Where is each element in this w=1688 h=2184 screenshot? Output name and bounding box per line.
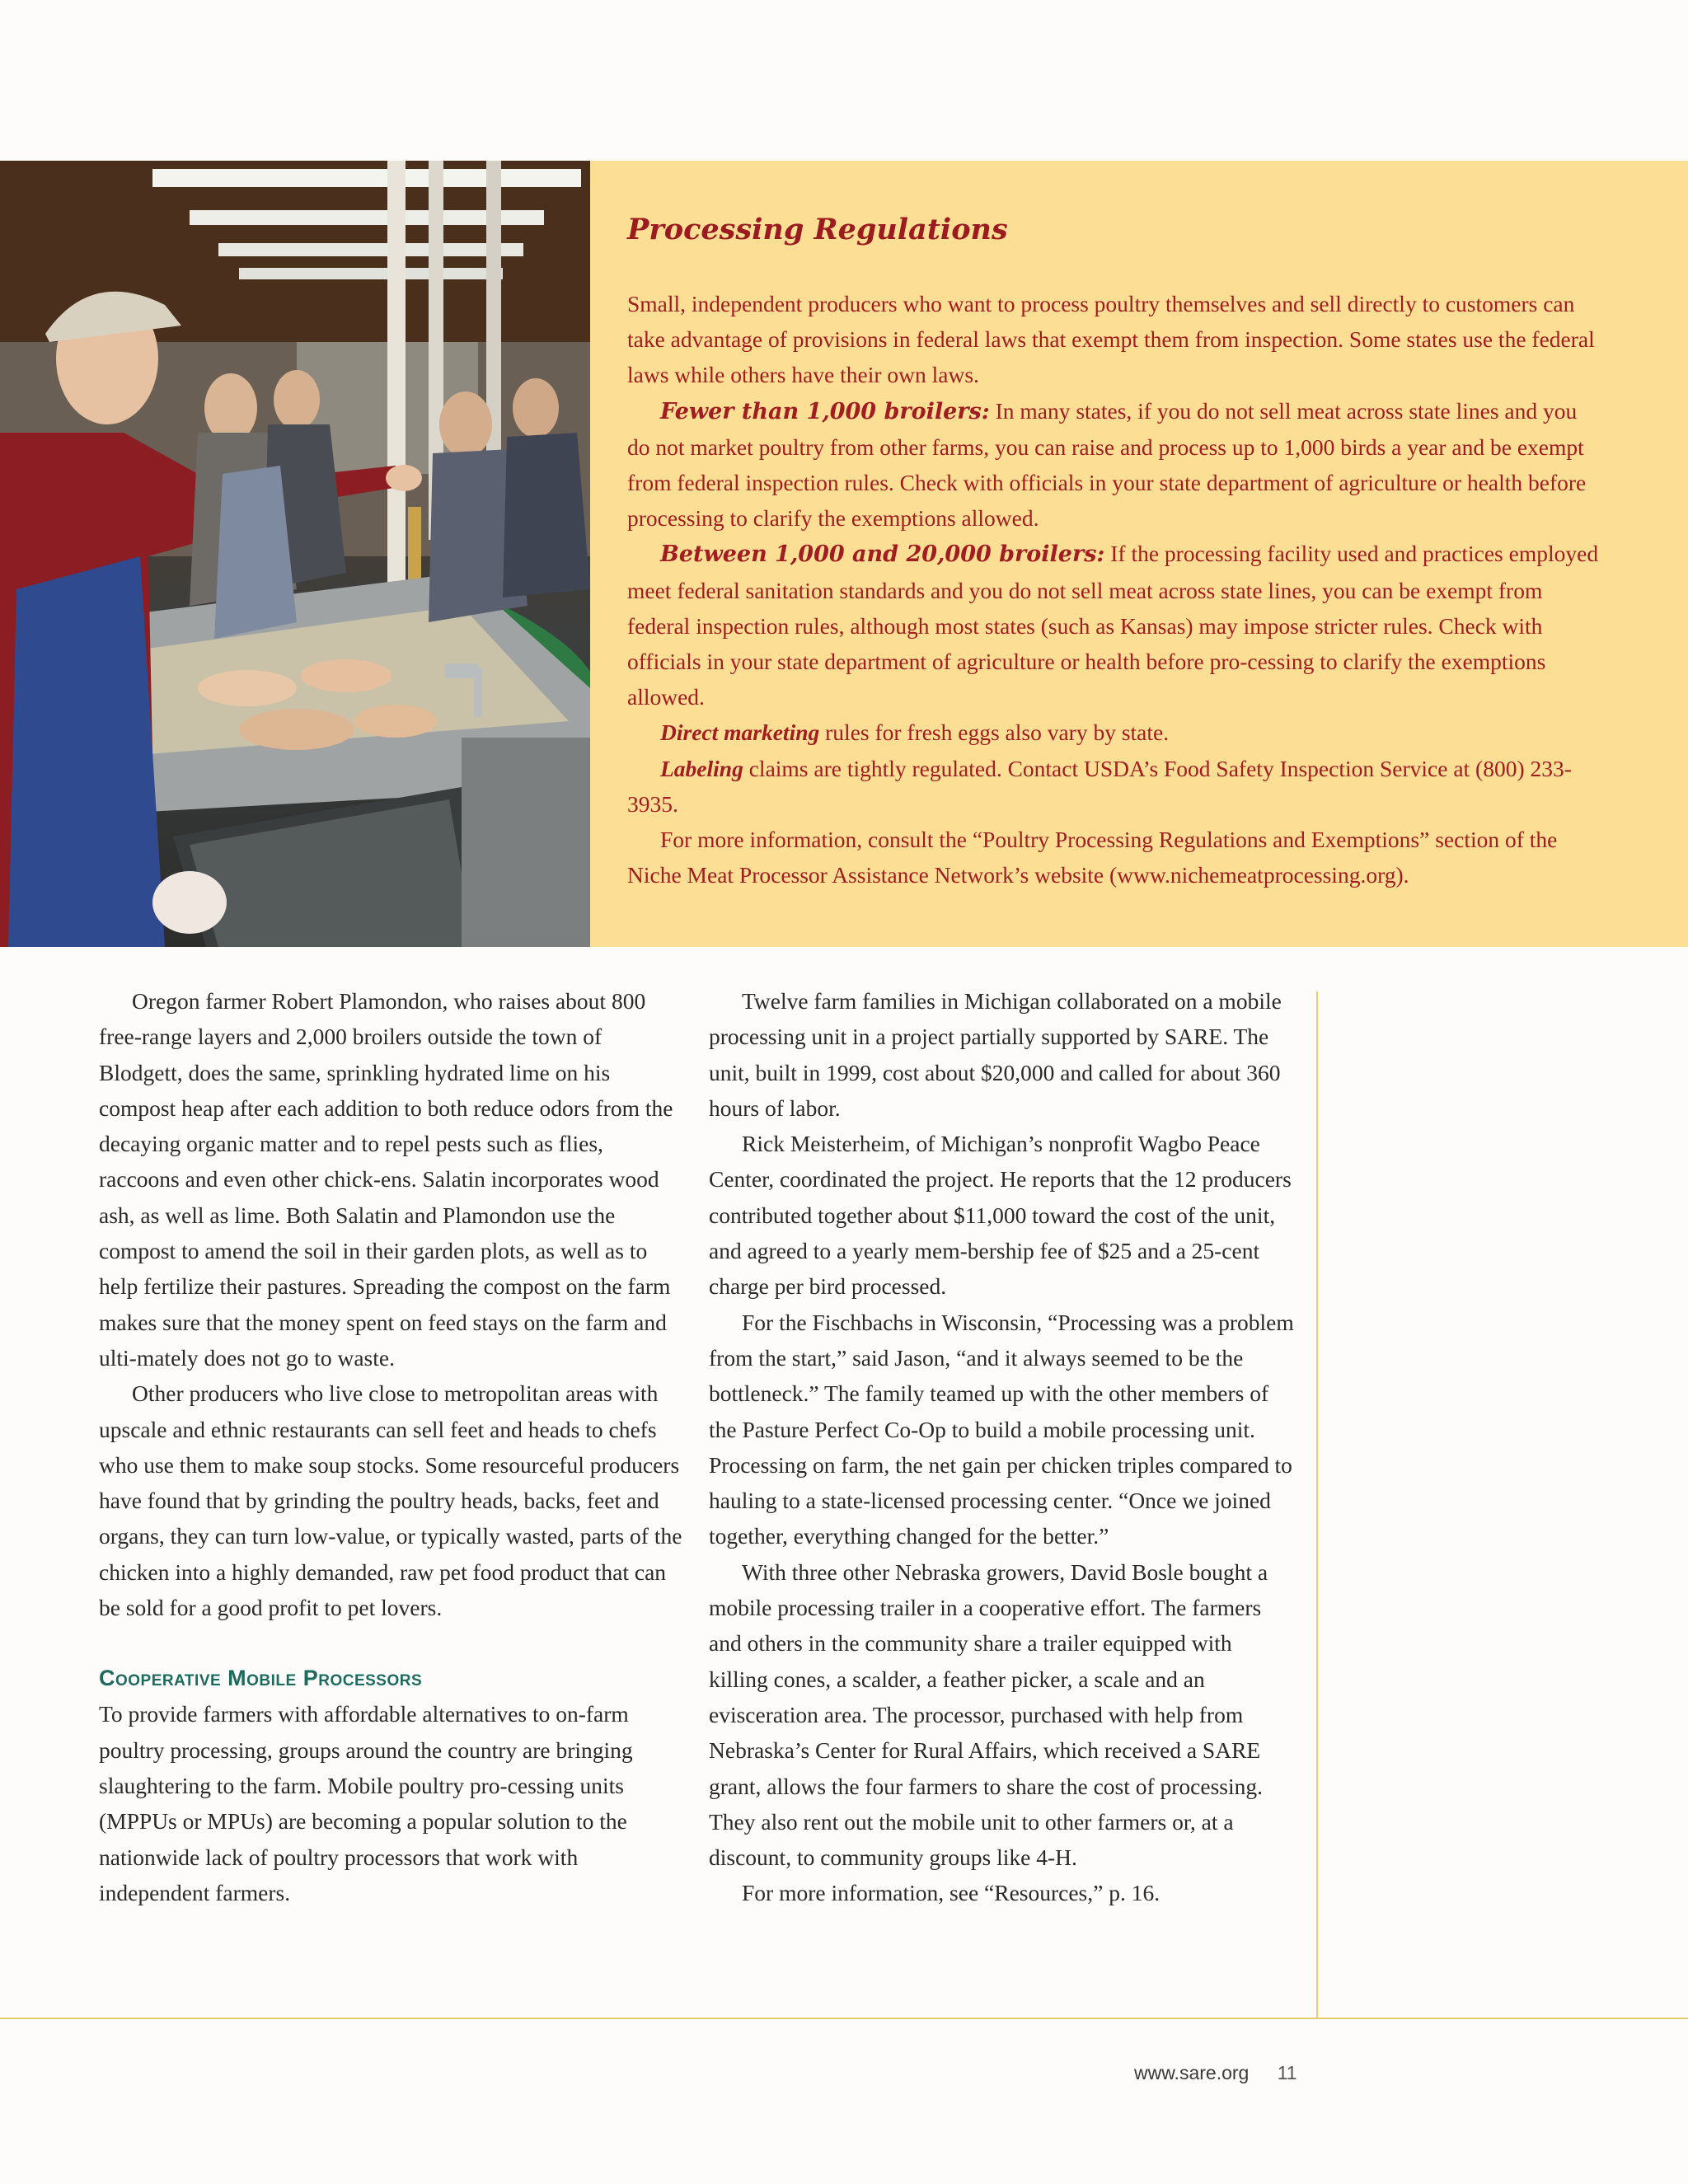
- sidebar-paragraph-labeling: [627, 751, 1600, 822]
- sidebar-paragraph-direct-marketing: [627, 715, 1600, 750]
- footer-url[interactable]: www.sare.org: [1134, 2062, 1250, 2083]
- column-divider: [1316, 991, 1318, 2018]
- body-paragraph: With three other Nebraska growers, David Bosle bought a mobile processing trailer in a cooperative effort. The farmers and others in the community share a trailer equipped with killing cones, a scalder, a feather picker, a scale and an evisceration area. The processor, purchased with help from Nebraska’s Center for Rural Affairs, which received a SARE grant, allows the four farmers to share the cost of processing. They also rent out the mobile unit to other farmers or, at a discount, to community groups like 4-H.: [709, 1558, 1268, 1871]
- sidebar-paragraph-more-info: For more information, consult the “Poultry Processing Regulations and Exemptions” section of the Niche Meat Processor Assistance Network’s website (www.nichemeatprocessing.org).: [627, 827, 1558, 888]
- left-column: [99, 983, 684, 1910]
- sidebar-text: If the processing facility used and practices employed meet federal sanitation standards and you do not sell meat across state lines, you can be exempt from federal inspection rules, although most states (such as Kansas) may impose stricter rules. Check with officials in your state department of agriculture or health before pro-cessing to clarify the exemptions allowed.: [627, 541, 1599, 710]
- processing-regulations-sidebar: [590, 161, 1688, 947]
- body-paragraph: For more information, see “Resources,” p. 16.: [742, 1880, 1160, 1906]
- sidebar-paragraph-fewer-than-1000: [627, 393, 1600, 537]
- sidebar-text: In many states, if you do not sell meat across state lines and you do not market poultry from other farms, you can raise and process up to 1,000 birds a year and be exempt from federal inspection rules. Check with officials in your state department of agriculture or health before processing to clarify the exemptions allowed.: [627, 397, 1587, 532]
- body-paragraph: Oregon farmer Robert Plamondon, who raises about 800 free-range layers and 2,000 broilers outside the town of Blodgett, does the same, sprinkling hydrated lime on his compost heap after each addition to both reduce odors from the decaying organic matter and to repel pests such as flies, raccoons and even other chick-ens. Salatin incorporates wood ash, as well as lime. Both Salatin and Plamondon use the compost to amend the soil in their garden plots, as well as to help fertilize their pastures. Spreading the compost on the farm makes sure that the money spent on feed stays on the farm and ulti-mately does not go to waste.: [99, 988, 673, 1371]
- page-number: 11: [1277, 2062, 1297, 2083]
- sidebar-intro: Small, independent producers who want to process poultry themselves and sell directly to customers can take advantage of provisions in federal laws that exempt them from inspection. Some states use the federal laws while others have their own laws.: [627, 291, 1595, 388]
- footer-rule: [0, 2018, 1688, 2019]
- top-band: [0, 161, 1688, 947]
- body-paragraph: To provide farmers with affordable alternatives to on-farm poultry processing, groups around the country are bringing slaughtering to the farm. Mobile poultry pro-cessing units (MPPUs or MPUs) are becoming a popular solution to the nationwide lack of poultry processors that work with independent farmers.: [99, 1701, 633, 1905]
- body-paragraph: Other producers who live close to metropolitan areas with upscale and ethnic restaurants can sell feet and heads to chefs who use them to make soup stocks. Some resourceful producers have found that by grinding the poultry heads, backs, feet and organs, they can turn low-value, or typically wasted, parts of the chicken into a highly demanded, raw pet food product that can be sold for a good profit to pet lovers.: [99, 1380, 682, 1621]
- sidebar-text: claims are tightly regulated. Contact USDA’s Food Safety Inspection Service at (800) 233-3935.: [627, 755, 1572, 817]
- sidebar-paragraph-between-1000-20000: [627, 536, 1600, 715]
- poultry-processing-photo: [0, 161, 590, 947]
- sidebar-body: [627, 286, 1600, 893]
- sidebar-lead: Fewer than 1,000 broilers:: [660, 398, 990, 424]
- body-paragraph: Rick Meisterheim, of Michigan’s nonprofit Wagbo Peace Center, coordinated the project. He reports that the 12 producers contributed together about $11,000 toward the cost of the unit, and agreed to a yearly mem-bership fee of $25 and a 25-cent charge per bird processed.: [709, 1131, 1292, 1300]
- page-footer: [1134, 2062, 1297, 2084]
- sidebar-title: Processing Regulations: [627, 213, 1008, 246]
- body-paragraph: Twelve farm families in Michigan collaborated on a mobile processing unit in a project partially supported by SARE. The unit, built in 1999, cost about $20,000 and called for about 360 hours of labor.: [709, 988, 1282, 1121]
- section-heading: Cooperative Mobile Processors: [99, 1666, 423, 1691]
- body-paragraph: For the Fischbachs in Wisconsin, “Processing was a problem from the start,” said Jason, “and it always seemed to be the bottleneck.” The family teamed up with the other members of the Pasture Perfect Co-Op to build a mobile processing unit. Processing on farm, the net gain per chicken triples compared to hauling to a state-licensed processing center. “Once we joined together, everything changed for the better.”: [709, 1309, 1294, 1549]
- sidebar-lead: Labeling: [660, 755, 743, 781]
- sidebar-lead: Between 1,000 and 20,000 broilers:: [660, 541, 1105, 568]
- right-column: [709, 983, 1296, 1911]
- sidebar-lead: Direct marketing: [660, 719, 820, 746]
- sidebar-text: rules for fresh eggs also vary by state.: [819, 719, 1170, 746]
